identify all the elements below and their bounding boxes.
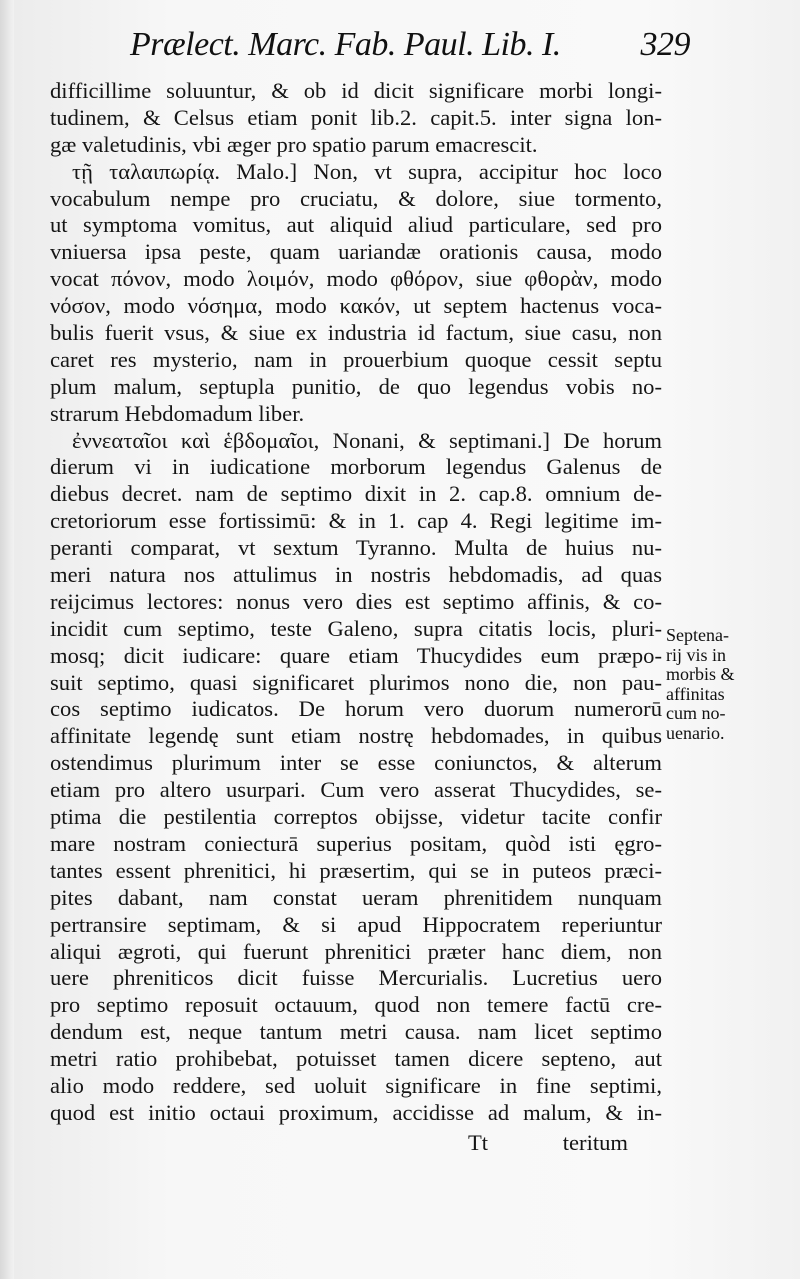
text-line: ut symptoma vomitus, aut aliquid aliud particulare, sed pro bbox=[50, 212, 662, 238]
text-line: bulis fuerit vsus, & siue ex industria id factum, siue casu, non bbox=[50, 320, 662, 346]
text-line: tantes essent phrenitici, hi præsertim, qui se in puteos præci- bbox=[50, 857, 662, 883]
text-line: etiam pro altero usurpari. Cum vero asserat Thucydides, se- bbox=[50, 777, 662, 803]
text-line: pertransire septimam, & si apud Hippocratem reperiuntur bbox=[50, 911, 662, 937]
page-header bbox=[130, 26, 690, 76]
book-page bbox=[14, 0, 800, 1279]
text-line: cos septimo iudicatos. De horum vero duorum numerorū bbox=[50, 696, 662, 722]
text-line: tudinem, & Celsus etiam ponit lib.2. capit.5. inter signa lon- bbox=[50, 104, 662, 130]
page-footer bbox=[50, 1130, 662, 1158]
text-line: affinitate legendę sunt etiam nostrę hebdomades, in quibus bbox=[50, 723, 662, 749]
text-line: ἐννεαταῖοι καὶ ἑβδομαῖοι, Nonani, & septimani.] De horum bbox=[72, 427, 662, 453]
text-line: strarum Hebdomadum liber. bbox=[50, 400, 305, 426]
text-line: incidit cum septimo, teste Galeno, supra citatis locis, pluri- bbox=[50, 615, 662, 641]
text-line: uere phreniticos dicit fuisse Mercurialis. Lucretius uero bbox=[50, 965, 662, 991]
text-line: metri ratio prohibebat, potuisset tamen dicere septeno, aut bbox=[50, 1046, 662, 1072]
text-line: dierum vi in iudicatione morborum legendus Galenus de bbox=[50, 454, 662, 480]
marginal-note bbox=[666, 626, 786, 743]
text-line: ostendimus plurimum inter se esse coniunctos, & alterum bbox=[50, 750, 662, 776]
margin-line: rij vis in bbox=[666, 644, 727, 665]
signature-mark: Tt bbox=[468, 1130, 489, 1155]
margin-line: uenario. bbox=[666, 722, 725, 743]
text-line: aliqui ægroti, qui fuerunt phrenitici præter hanc diem, non bbox=[50, 938, 662, 964]
text-line: vocat πόνον, modo λοιμόν, modo φθόρον, siue φθορὰν, modo bbox=[50, 266, 662, 292]
text-line: vocabulum nempe pro cruciatu, & dolore, siue tormento, bbox=[50, 185, 662, 211]
text-line: mosq; dicit iudicare: quare etiam Thucydides eum præpo- bbox=[50, 642, 662, 668]
text-line: τῇ ταλαιπωρίᾳ. Malo.] Non, vt supra, accipitur hoc loco bbox=[72, 158, 662, 184]
margin-line: affinitas bbox=[666, 683, 725, 704]
text-line: pites dabant, nam constat ueram phrenitidem nunquam bbox=[50, 884, 662, 910]
text-line: caret res mysterio, nam in prouerbium quoque cessit septu bbox=[50, 346, 662, 372]
text-line: dendum est, neque tantum metri causa. nam licet septimo bbox=[50, 1019, 662, 1045]
text-line: reijcimus lectores: nonus vero dies est septimo affinis, & co- bbox=[50, 588, 662, 614]
text-line: mare nostram coniecturā superius positam, quòd isti ęgro- bbox=[50, 830, 662, 856]
text-line: vniuersa ipsa peste, quam uariandæ orationis causa, modo bbox=[50, 239, 662, 265]
catchword: teritum bbox=[562, 1130, 628, 1155]
text-line: plum malum, septupla punitio, de quo legendus vobis no- bbox=[50, 373, 662, 399]
margin-line: morbis & bbox=[666, 664, 735, 684]
text-line: suit septimo, quasi significaret plurimos nono die, non pau- bbox=[50, 669, 662, 695]
text-line: gæ valetudinis, vbi æger pro spatio parum emacrescit. bbox=[50, 131, 538, 157]
text-line: peranti comparat, vt sextum Tyranno. Multa de huius nu- bbox=[50, 535, 662, 561]
text-line: cretoriorum esse fortissimū: & in 1. cap 4. Regi legitime im- bbox=[50, 508, 662, 534]
scan-edge bbox=[0, 0, 14, 1279]
running-title: Prælect. Marc. Fab. Paul. Lib. I. bbox=[130, 26, 561, 63]
text-line: difficillime soluuntur, & ob id dicit significare morbi longi- bbox=[50, 78, 662, 103]
page-number: 329 bbox=[640, 26, 690, 63]
margin-line: Septena- bbox=[666, 625, 729, 645]
text-line: meri natura nos attulimus in nostris hebdomadis, ad quas bbox=[50, 562, 662, 588]
text-line: ptima die pestilentia correptos obijsse, videtur tacite confir bbox=[50, 804, 662, 830]
text-line: νόσον, modo νόσημα, modo κακόν, ut septem hactenus voca- bbox=[50, 293, 662, 319]
main-text-block bbox=[50, 78, 662, 1127]
text-line: alio modo reddere, sed uoluit significare in fine septimi, bbox=[50, 1072, 662, 1098]
margin-line: cum no- bbox=[666, 703, 726, 723]
text-line: quod est initio octaui proximum, accidisse ad malum, & in- bbox=[50, 1099, 662, 1125]
text-line: diebus decret. nam de septimo dixit in 2. cap.8. omnium de- bbox=[50, 481, 662, 507]
text-line: pro septimo reposuit octauum, quod non temere factū cre- bbox=[50, 992, 662, 1018]
